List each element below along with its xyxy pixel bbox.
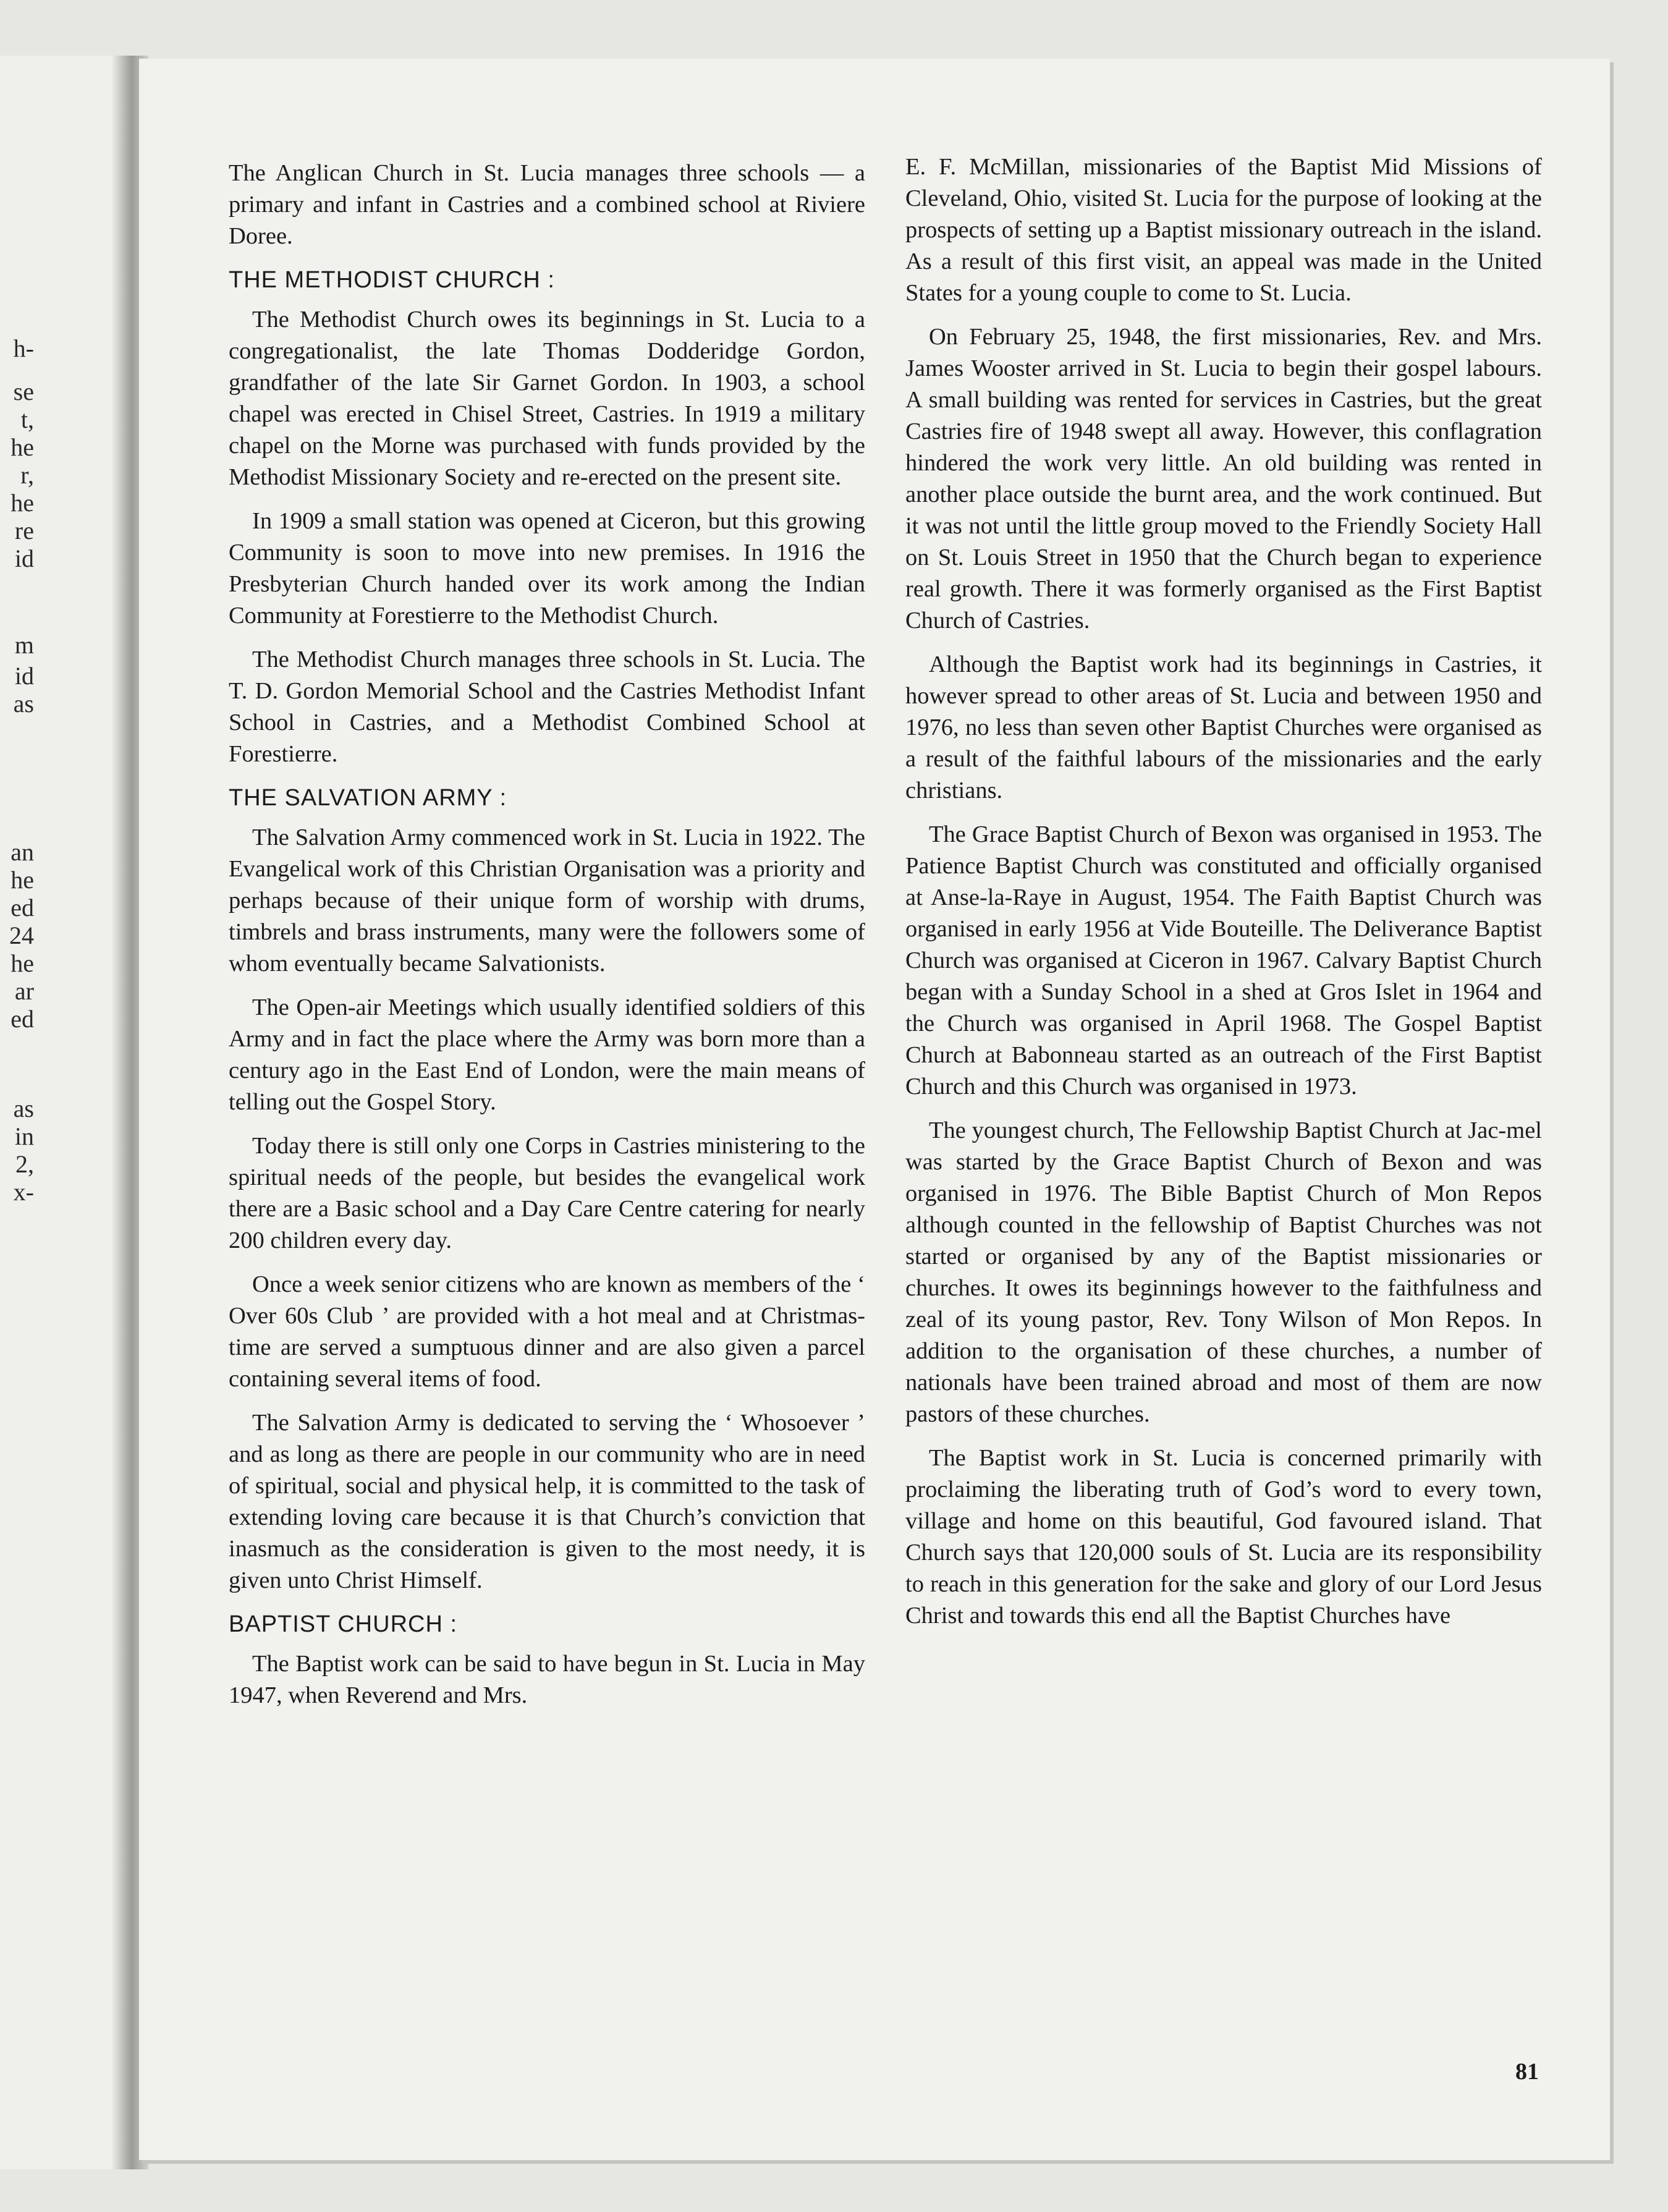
paragraph: E. F. McMillan, missionaries of the Baptist Mid Missions of Cleveland, Ohio, visited St. Lucia for the purpose of looking at the prospects of setting up a Baptist missionary outreach in the island. As a result of this first visit, an appeal was made in the United States for a young couple to come to St. Lucia.: [905, 154, 1542, 306]
paragraph: The Open-air Meetings which usually identified soldiers of this Army and in fact the place where the Army was born more than a century ago in the East End of London, were the main means of telling out the Gospel Story.: [229, 994, 865, 1115]
page: [139, 59, 1610, 2160]
facing-page-fragment: ed: [11, 1005, 34, 1033]
facing-page-fragment: 2,: [15, 1150, 34, 1178]
facing-page-fragment: id: [14, 662, 34, 690]
paragraph: The Baptist work can be said to have begun in St. Lucia in May 1947, when Reverend and Mrs.: [229, 1651, 865, 1708]
paragraph: The Salvation Army commenced work in St. Lucia in 1922. The Evangelical work of this Christian Organisation was a priority and perhaps because of their unique form of worship with drums, timbrels and brass instruments, many were the followers some of whom eventually became Salvationists.: [229, 824, 865, 977]
facing-page-fragment: h-: [13, 334, 34, 362]
facing-page-fragment: as: [13, 690, 34, 718]
paragraph: Once a week senior citizens who are known as members of the ‘ Over 60s Club ’ are provided with a hot meal and at Christmas-time are served a sumptuous dinner and are also given a parcel containing several items of food.: [229, 1271, 865, 1392]
facing-page-fragment: x-: [13, 1178, 34, 1206]
paragraph: The Salvation Army is dedicated to serving the ‘ Whosoever ’ and as long as there are people in our community who are in need of spiritual, social and physical help, it is committed to the task of extending loving care because it is that Church’s conviction that inasmuch as the consideration is given to the most needy, it is given unto Christ Himself.: [229, 1410, 865, 1593]
paragraph: On February 25, 1948, the first missionaries, Rev. and Mrs. James Wooster arrived in St. Lucia to begin their gospel labours. A small building was rented for services in Castries, but the great Castries fire of 1948 swept all away. However, this conflagration hindered the work very little. An old building was rented in another place outside the burnt area, and the work continued. But it was not until the little group moved to the Friendly Society Hall on St. Louis Street in 1950 that the Church began to experience real growth. There it was formerly organised as the First Baptist Church of Castries.: [905, 324, 1542, 634]
paragraph: Although the Baptist work had its beginnings in Castries, it however spread to other areas of St. Lucia and between 1950 and 1976, no less than seven other Baptist Churches were organised as a result of the faithful labours of the missionaries and the early christians.: [905, 651, 1542, 803]
facing-page-fragment: he: [11, 866, 34, 894]
section-heading: THE SALVATION ARMY :: [229, 785, 507, 811]
paragraph: The Baptist work in St. Lucia is concerned primarily with proclaiming the liberating truth of God’s word to every town, village and home on this beautiful, God favoured island. That Church says that 120,000 souls of St. Lucia are its responsibility to reach in this generation for the sake and glory of our Lord Jesus Christ and towards this end all the Baptist Churches have: [905, 1445, 1542, 1629]
paragraph: The youngest church, The Fellowship Baptist Church at Jac-mel was started by the Grace Baptist Church of Bexon and was organised in 1976. The Bible Baptist Church of Mon Repos although counted in the fellowship of Baptist Churches was not started or organised by any of the Baptist missionaries or churches. It owes its beginnings however to the faithfulness and zeal of its young pastor, Rev. Tony Wilson of Mon Repos. In addition to the organisation of these churches, a number of nationals have been trained abroad and most of them are now pastors of these churches.: [905, 1117, 1542, 1427]
left-column: [229, 158, 865, 1724]
right-column: [905, 151, 1542, 1644]
facing-page-fragment: an: [11, 838, 34, 866]
facing-page-fragment: se: [13, 378, 34, 405]
facing-page-fragment: t,: [20, 405, 34, 433]
facing-page-fragment: m: [14, 631, 34, 659]
section-heading: BAPTIST CHURCH :: [229, 1611, 458, 1637]
facing-page-fragment: in: [14, 1122, 34, 1150]
facing-page-fragment: he: [11, 433, 34, 461]
page-number: 81: [1515, 2059, 1539, 2085]
paragraph: The Grace Baptist Church of Bexon was organised in 1953. The Patience Baptist Church was constituted and officially organised at Anse-la-Raye in August, 1954. The Faith Baptist Church was organised in early 1956 at Vide Bouteille. The Deliverance Baptist Church was organised at Ciceron in 1967. Calvary Baptist Church began with a Sunday School in a shed at Gros Islet in 1964 and the Church was organised in April 1968. The Gospel Baptist Church at Babonneau started as an outreach of the First Baptist Church and this Church was organised in 1973.: [905, 821, 1542, 1100]
facing-page-fragment: he: [11, 949, 34, 977]
facing-page-fragment: re: [14, 517, 34, 545]
section-heading: THE METHODIST CHURCH :: [229, 267, 555, 293]
facing-page-fragment: 24: [9, 922, 34, 949]
paragraph: The Methodist Church manages three schools in St. Lucia. The T. D. Gordon Memorial School and the Castries Methodist Infant School in Castries, and a Methodist Combined School at Forestierre.: [229, 646, 865, 767]
paragraph: In 1909 a small station was opened at Ciceron, but this growing Community is soon to move into new premises. In 1916 the Presbyterian Church handed over its work among the Indian Community at Forestierre to the Methodist Church.: [229, 508, 865, 629]
paragraph: The Anglican Church in St. Lucia manages three schools — a primary and infant in Castries and a combined school at Riviere Doree.: [229, 160, 865, 249]
facing-page-fragment: r,: [20, 461, 34, 489]
facing-page-fragment: as: [13, 1095, 34, 1122]
facing-page-fragment: id: [14, 545, 34, 572]
facing-page-fragment: ed: [11, 894, 34, 922]
paragraph: The Methodist Church owes its beginnings in St. Lucia to a congregationalist, the late Thomas Dodderidge Gordon, grandfather of the late Sir Garnet Gordon. In 1903, a school chapel was erected in Chisel Street, Castries. In 1919 a military chapel on the Morne was purchased with funds provided by the Methodist Missionary Society and re-erected on the present site.: [229, 307, 865, 490]
paragraph: Today there is still only one Corps in Castries ministering to the spiritual needs of the people, but besides the evangelical work there are a Basic school and a Day Care Centre catering for nearly 200 children every day.: [229, 1133, 865, 1253]
facing-page-fragment: he: [11, 489, 34, 517]
facing-page-fragment: ar: [14, 977, 34, 1005]
